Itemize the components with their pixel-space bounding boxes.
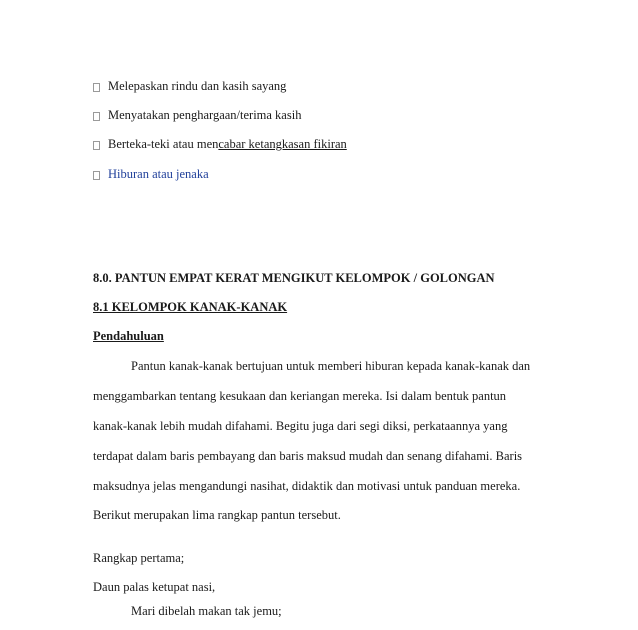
bullet-box-icon [93, 171, 100, 180]
subsection-heading: 8.1 KELOMPOK KANAK-KANAK [93, 300, 288, 314]
paragraph-line: Pantun kanak-kanak bertujuan untuk memberi hiburan kepada kanak-kanak dan [131, 359, 531, 373]
stanza-label: Rangkap pertama; [93, 551, 185, 565]
paragraph-line: terdapat dalam baris pembayang dan baris maksud mudah dan senang difahami. Baris [93, 449, 523, 463]
paragraph-line: maksudnya jelas mengandungi nasihat, didaktik dan motivasi untuk panduan mereka. [93, 479, 521, 493]
bullet-box-icon [93, 141, 100, 150]
bullet-item [93, 107, 301, 123]
bullet-item [93, 166, 209, 182]
bullet-text: Hiburan atau jenaka [108, 167, 209, 181]
intro-heading: Pendahuluan [93, 329, 164, 343]
stanza-line: Mari dibelah makan tak jemu; [131, 604, 282, 618]
bullet-text: Menyatakan penghargaan/terima kasih [108, 108, 302, 122]
paragraph-line: Berikut merupakan lima rangkap pantun tersebut. [93, 508, 341, 522]
bullet-item [93, 78, 286, 94]
bullet-text: Melepaskan rindu dan kasih sayang [108, 79, 287, 93]
bullet-box-icon [93, 83, 100, 92]
section-heading: 8.0. PANTUN EMPAT KERAT MENGIKUT KELOMPOK / GOLONGAN [93, 271, 495, 285]
bullet-box-icon [93, 112, 100, 121]
stanza-line: Daun palas ketupat nasi, [93, 580, 216, 594]
paragraph-line: menggambarkan tentang kesukaan dan keriangan mereka. Isi dalam bentuk pantun [93, 389, 507, 403]
bullet-item [93, 136, 347, 152]
bullet-text-underlined: cabar ketangkasan fikiran [218, 137, 347, 151]
bullet-text: Berteka-teki atau men [108, 137, 219, 151]
paragraph-line: kanak-kanak lebih mudah difahami. Begitu juga dari segi diksi, perkataannya yang [93, 419, 508, 433]
